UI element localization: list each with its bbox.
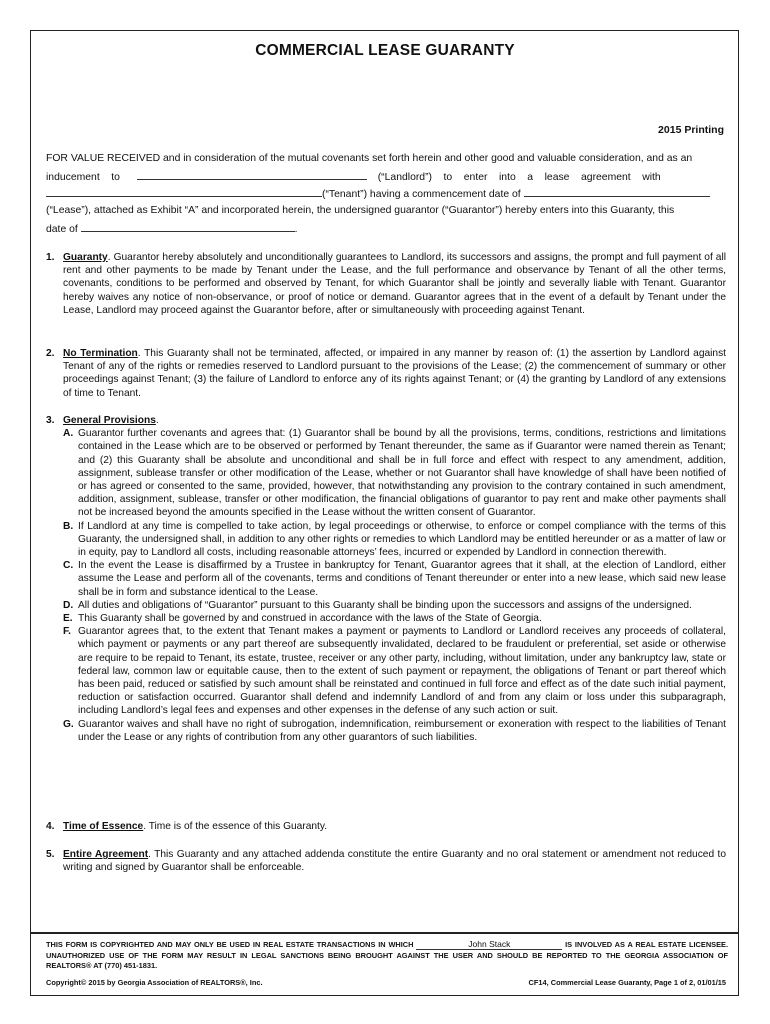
- section-body: [63, 820, 726, 833]
- form-page-info: CF14, Commercial Lease Guaranty, Page 1 of 2, 01/01/15: [528, 978, 726, 987]
- tenant-field[interactable]: [46, 186, 322, 197]
- section-heading: General Provisions: [63, 415, 156, 426]
- section-body: [63, 251, 726, 317]
- provision-c: [63, 559, 726, 599]
- provision-e: [63, 612, 726, 625]
- guaranty-date-field[interactable]: [81, 221, 295, 232]
- intro-line-3: [46, 186, 726, 201]
- notice-text-b: IS INVOLVED AS A REAL ESTATE LICENSEE. UNAUTHORIZED USE OF THE FORM MAY RESULT IN LEGAL SANCTIONS BEING BROUGHT AGAINST THE USER AND SHOULD BE REPORTED TO THE GEORGIA ASSOCIATION OF REALTORS® AT (770) 451-1831.: [46, 940, 729, 970]
- provision-letter: D.: [63, 599, 74, 611]
- section-body: [63, 414, 726, 427]
- provision-text: Guarantor waives and shall have no right of subrogation, indemnification, reimbursement or exoneration with respect to the liabilities of Tenant under the Lease or any rights of contribution from any other guarantors of such liabilities.: [78, 718, 726, 743]
- provision-g: [63, 718, 726, 744]
- section-number: 2.: [46, 348, 55, 359]
- provision-text: All duties and obligations of “Guarantor” pursuant to this Guaranty shall be binding upon the successors and assigns of the undersigned.: [78, 599, 692, 611]
- provision-letter: A.: [63, 428, 74, 440]
- provision-text: Guarantor agrees that, to the extent that Tenant makes a payment or payments to Landlord or Landlord receives any proceeds of collateral, which payment or payments or any part thereof are subsequently invalidated, declared to be fraudulent or preferential, set aside or otherwise are require to be repaid to Tenant, its estate, trustee, receiver or any other party, including, without limitation, under any bankruptcy law, state or federal law, common law or equitable cause, then to the extent of such payment or repayment, the obligations of Tenant or part thereof which has been paid, reduced or satisfied by such amount shall be reinstated and continued in full force and effect as of the date such initial payment, reduction or satisfaction occurred. Guarantor shall defend and indemnify Landlord of and from any claim or loss under this subparagraph, including Landlord’s legal fees and expenses and other expenses in the defense of any such action or suit.: [78, 626, 726, 717]
- date-of-label: date of: [46, 224, 78, 235]
- provision-text: This Guaranty shall be governed by and construed in accordance with the laws of the State of Georgia.: [78, 613, 542, 625]
- footer-divider: [30, 932, 739, 934]
- provision-letter: B.: [63, 520, 74, 532]
- provision-text: Guarantor further covenants and agrees that: (1) Guarantor shall be bound by all the provisions, terms, conditions, restrictions and limitations contained in the Lease which are to be observed or performed by Tenant thereunder, the same as if Guarantor were named therein as Tenant; and (2) this Guaranty shall be absolute and unconditional and shall be in full force and effect with respect to any amendment, addition, assignment, sublease transfer or other modification of the Lease, whether or not Guarantor shall have knowledge of shall have been notified of or has agreed or consented to the same, provided, however, that notwithstanding any provision to the contrary contained in such amendment, addition, assignment, sublease, transfer or other modification, the financial obligations of guarantor to pay rent and make other payments shall not be increased beyond the amounts specified in the Lease without the written consent of Guarantor.: [78, 428, 726, 519]
- section-heading: Time of Essence: [63, 821, 144, 832]
- section-heading: Entire Agreement: [63, 849, 149, 860]
- inducement-label: inducement to: [46, 172, 120, 183]
- section-number: 1.: [46, 252, 55, 263]
- licensee-name-field[interactable]: John Stack: [416, 940, 562, 950]
- provision-text: In the event the Lease is disaffirmed by a Trustee in bankruptcy for Tenant, Guarantor agrees that it shall, at the election of Landlord, either assume the Lease and perform all of the covenants, terms and conditions of Tenant thereunder or enter into a new lease, which said new lease shall be in form and substance identical to the Lease.: [78, 560, 726, 598]
- section-general-provisions: [46, 414, 726, 744]
- page-title: COMMERCIAL LEASE GUARANTY: [255, 42, 515, 59]
- section-heading: Guaranty: [63, 252, 108, 263]
- tenant-label: (“Tenant”) having a commencement date of: [322, 189, 521, 200]
- provision-b: [63, 520, 726, 560]
- section-body: [63, 347, 726, 400]
- period: .: [294, 224, 298, 235]
- intro-line-1: FOR VALUE RECEIVED and in consideration of the mutual covenants set forth herein and other good and valuable consideration, and as an: [46, 153, 693, 164]
- section-number: 4.: [46, 821, 55, 832]
- provision-letter: F.: [63, 626, 71, 638]
- landlord-field[interactable]: [137, 169, 367, 180]
- provision-letter: E.: [63, 613, 73, 625]
- section-no-termination: [46, 347, 726, 400]
- section-number: 5.: [46, 849, 55, 860]
- provision-letter: C.: [63, 560, 74, 572]
- intro-line-5: [46, 221, 726, 236]
- landlord-label: (“Landlord”) to enter into a lease agreement with: [377, 172, 661, 183]
- printing-label: 2015 Printing: [658, 124, 724, 136]
- provision-letter: G.: [63, 718, 74, 730]
- section-entire-agreement: [46, 848, 726, 874]
- section-body: [63, 848, 726, 874]
- section-guaranty: [46, 251, 726, 317]
- intro-line-4: (“Lease”), attached as Exhibit “A” and incorporated herein, the undersigned guarantor (“Guarantor”) hereby enters into this Guaranty, this: [46, 205, 675, 216]
- provision-text: If Landlord at any time is compelled to take action, by legal proceedings or otherwise, to enforce or compel compliance with the terms of this Guaranty, the undersigned shall, in addition to any other rights or remedies to which Landlord may be entitled hereunder or as a matter of law or in equity, pay to Landlord all costs, including reasonable attorneys’ fees, incurred or expended by Landlord in connection therewith.: [78, 520, 726, 559]
- copyright-notice: [46, 940, 728, 972]
- section-text: .: [155, 415, 159, 426]
- provision-a: [63, 427, 726, 519]
- commencement-date-field[interactable]: [524, 186, 710, 197]
- section-heading: No Termination: [63, 348, 138, 359]
- section-text: . Time is of the essence of this Guaranty.: [143, 821, 328, 832]
- section-number: 3.: [46, 415, 55, 426]
- section-time-of-essence: [46, 820, 726, 833]
- copyright-line: Copyright© 2015 by Georgia Association of REALTORS®, Inc.: [46, 978, 263, 987]
- section-text: . This Guaranty and any attached addenda constitute the entire Guaranty and no oral statement or amendment not reduced to writing and signed by Guarantor shall be enforceable.: [63, 849, 726, 874]
- section-text: . This Guaranty shall not be terminated, affected, or impaired in any manner by reason of: (1) the assertion by Landlord against Tenant of any of the rights or remedies reserved to Landlord pursuant to the provisions of the Lease; (2) the commencement of summary or other proceedings against Tenant; (3) the failure of Landlord to enforce any of its rights against Tenant; or (4) the granting by Landlord of any extensions of time to Tenant.: [63, 348, 726, 399]
- intro-line-2: [46, 169, 726, 184]
- provision-f: [63, 625, 726, 717]
- provision-d: [63, 599, 726, 612]
- notice-text-a: THIS FORM IS COPYRIGHTED AND MAY ONLY BE USED IN REAL ESTATE TRANSACTIONS IN WHICH: [46, 940, 414, 949]
- section-text: . Guarantor hereby absolutely and unconditionally guarantees to Landlord, its successors and assigns, the prompt and full payment of all rent and other payments to be made by Tenant under the Lease, and the full performance and observance by Tenant of all the other terms, covenants, conditions to be performed and observed by Tenant, for which Guarantor shall be jointly and severally liable with Tenant. Guarantor hereby waives any notice of non-observance, or proof of notice or demand. Guarantor agrees that in the event of a default by Tenant under the Lease, Landlord may proceed against the Guarantor before, after or simultaneously with proceeding against Tenant.: [63, 252, 726, 316]
